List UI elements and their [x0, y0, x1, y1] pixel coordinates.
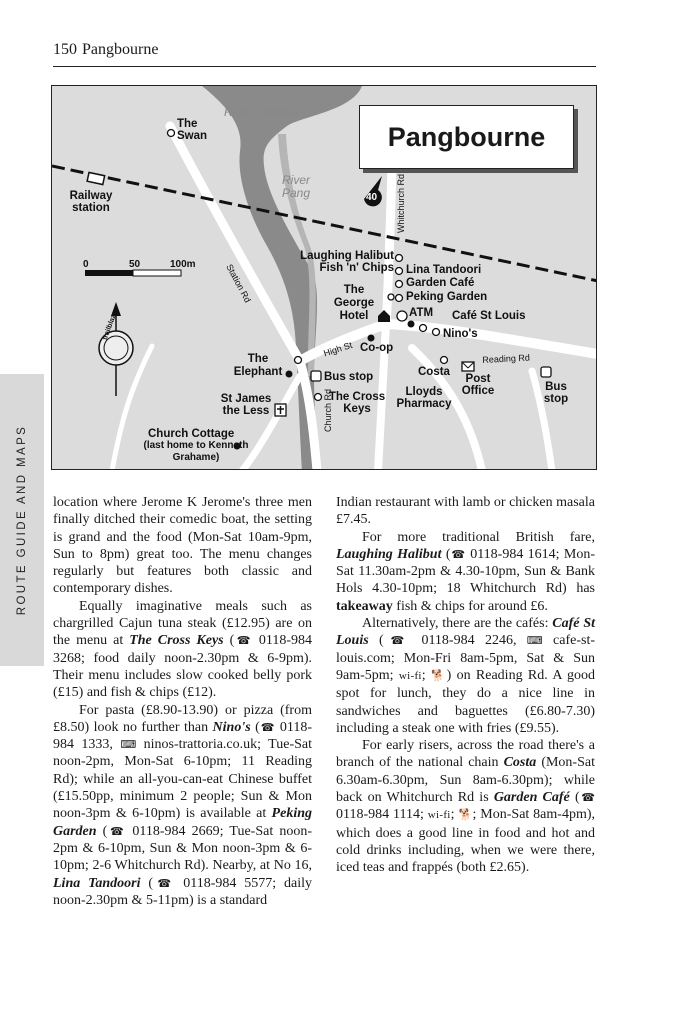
ninos-label: Nino's — [443, 328, 478, 340]
the-swan-label: The Swan — [177, 118, 208, 142]
laughing-halibut-label: Laughing Halibut Fish 'n' Chips — [300, 250, 394, 274]
reading-rd-label: Reading Rd — [482, 352, 531, 365]
text-run: 0118-984 1614; Mon-Sat 11.30am-2pm & 4.30-10pm, Sun & Bank Hols 4.30-10pm; 18 Whitchurch Rd) has — [336, 546, 595, 597]
paragraph — [53, 494, 312, 598]
text-run: ( — [96, 823, 108, 839]
bus-stop-label-2: Bus stop — [543, 381, 569, 405]
high-st-label: High St — [322, 339, 354, 359]
cafe-st-louis-label: Café St Louis — [452, 310, 526, 322]
text-run: Alternatively, there are the cafés: — [362, 616, 553, 632]
venue-name: Peking Garden — [53, 806, 312, 839]
bus-stop-icon — [311, 371, 321, 381]
text-run: Indian restaurant with lamb or chicken masala £7.45. — [336, 495, 595, 528]
church-rd-label: Church Rd — [323, 388, 333, 432]
text-run: ) on Reading Rd. A good spot for lunch, they do a nice line in sandwiches and baguettes (£6.80-7.30) including a steak one with fries (£9.55). — [336, 667, 595, 736]
station-rd-label: Station Rd — [224, 262, 253, 305]
text-run: 0118-984 1114; — [336, 807, 428, 823]
text-run: 0118-984 5577; daily noon-2.30pm & 5-11pm) is a standard — [53, 875, 313, 908]
text-run: location where Jerome K Jerome's three men finally ditched their comedic boat, the setting is grand and the food (Mon-Sat 10am-9pm, Sun to 8pm) great too. The menu changes regularly but features both classic and contemporary dishes. — [53, 495, 312, 597]
phone-icon: ☎ — [450, 547, 466, 561]
text-run: (Mon-Sat 6.30am-6.30pm, Sun 8am-6.30pm); while back on Whitchurch Rd is — [336, 755, 595, 806]
venue-name: Costa — [503, 755, 537, 771]
dog-icon: 🐕 — [458, 808, 473, 822]
text-run: 0118-984 3268; food daily noon-2.30pm & 6-9pm). Their menu includes slow cooked belly pork (£15) and fish & chips (£12). — [53, 633, 313, 701]
text-run: ( — [223, 633, 235, 649]
whitchurch-rd-label: Whitchurch Rd — [396, 173, 406, 233]
venue-name: Laughing Halibut — [336, 546, 442, 562]
computer-icon: ⌨ — [120, 738, 137, 752]
text-run: For more traditional British fare, — [362, 529, 595, 545]
wifi-label: wi-fi — [427, 809, 451, 822]
coop-label: Co-op — [360, 342, 394, 354]
text-run: ; — [450, 807, 459, 823]
venue-name: Nino's — [212, 719, 251, 735]
church-cottage-note: (last home to Kenneth Grahame) — [143, 440, 249, 463]
phone-icon: ☎ — [234, 634, 253, 648]
compass-brand: trailblazer — [101, 307, 120, 342]
atm-icon — [397, 311, 407, 321]
bus-stop-icon-2 — [541, 367, 551, 377]
text-run: cafe-st-louis.com; Mon-Fri 8am-5pm, Sat & Sun 9am-5pm; — [336, 633, 595, 683]
text-run: ninos-trattoria.co.uk; Tue-Sat noon-2pm, Mon-Sat 6-10pm; 11 Reading Rd); while an all-you-can-eat Chinese buffet (£15.50pp, minimum 2 people; Sun & Mon noon-3pm & 6-10pm) is available at — [53, 737, 312, 822]
st-james-label: St James the Less — [220, 393, 272, 417]
scale-zero: 0 — [83, 259, 89, 270]
wifi-label: wi-fi — [398, 669, 422, 682]
phone-icon: ☎ — [107, 824, 127, 838]
text-run: ; Mon-Sat 8am-4pm), which does a good line in food and hot and cold drinks including, when we were there, iced teas and frappés (both £2.65). — [336, 807, 596, 876]
paragraph — [53, 598, 312, 702]
text-run: fish & chips for around £6. — [392, 598, 548, 614]
route-marker-number: 40 — [366, 192, 378, 203]
scale-hundred: 100m — [170, 259, 196, 270]
railway-station-label: Railway station — [69, 190, 113, 214]
text-run: ( — [250, 719, 260, 735]
computer-icon: ⌨ — [526, 634, 543, 648]
venue-name: The Cross Keys — [129, 633, 224, 649]
paragraph — [53, 702, 312, 910]
the-elephant-label: The Elephant — [233, 353, 283, 378]
text-column-1 — [53, 494, 312, 909]
station-building — [87, 172, 105, 184]
venue-name: Garden Café — [493, 790, 570, 806]
paragraph — [336, 529, 595, 615]
text-run: Equally imaginative meals such as chargrilled Cajun tuna steak (£12.95) are on the menu at — [53, 598, 312, 649]
bus-stop-label-1: Bus stop — [324, 371, 374, 383]
text-run: For pasta (£8.90-13.90) or pizza (from £8.50) look no further than — [53, 702, 312, 735]
lloyds-pharmacy-label: Lloyds Pharmacy — [396, 386, 452, 410]
phone-icon: ☎ — [579, 791, 595, 805]
bold-term: takeaway — [336, 598, 393, 614]
scale-fifty: 50 — [129, 259, 141, 270]
text-run: ( — [368, 633, 384, 649]
town-map — [51, 85, 597, 470]
text-run: 0118-984 2669; Tue-Sat noon-2pm & 6-10pm, Sun & Mon noon-3pm & 6-10pm; 2-6 Whitchurch Rd). Nearby, at No 16, — [53, 823, 312, 874]
paragraph — [336, 737, 595, 876]
venue-name: Café St Louis — [336, 616, 595, 649]
phone-icon: ☎ — [383, 634, 412, 648]
river-pang-label: River Pang — [281, 173, 311, 200]
map-title: Pangbourne — [359, 105, 574, 169]
the-cross-keys-label: The Cross Keys — [328, 391, 386, 415]
text-run: ; — [421, 667, 432, 683]
garden-cafe-label: Garden Café — [406, 277, 475, 289]
text-run: ( — [441, 546, 451, 562]
peking-garden-label: Peking Garden — [406, 291, 488, 303]
atm-label: ATM — [409, 307, 434, 319]
page-number: 150 — [53, 41, 77, 58]
venue-name: Lina Tandoori — [53, 875, 141, 891]
text-column-2 — [336, 494, 595, 877]
text-run: For early risers, across the road there's a branch of the national chain — [336, 738, 595, 771]
text-run: ( — [140, 875, 153, 891]
text-run: 0118-984 2246, — [411, 633, 527, 649]
section-tab-label: ROUTE GUIDE AND MAPS — [16, 424, 28, 616]
paragraph — [336, 615, 595, 737]
post-office-label: Post Office — [461, 373, 495, 397]
dog-icon: 🐕 — [431, 668, 447, 682]
george-hotel-label: The George Hotel — [333, 284, 375, 322]
page-header — [53, 40, 596, 67]
section-tab — [0, 374, 44, 666]
costa-label: Costa — [418, 366, 450, 378]
river-thames-label: River Thames — [224, 105, 299, 119]
text-run: 0118-984 1333, — [53, 719, 313, 753]
page-title: Pangbourne — [82, 41, 159, 58]
lina-tandoori-label: Lina Tandoori — [406, 264, 482, 276]
phone-icon: ☎ — [259, 720, 276, 734]
phone-icon: ☎ — [153, 876, 176, 890]
paragraph — [336, 494, 595, 529]
church-cottage-label: Church Cottage — [148, 428, 235, 440]
text-run: ( — [569, 790, 580, 806]
